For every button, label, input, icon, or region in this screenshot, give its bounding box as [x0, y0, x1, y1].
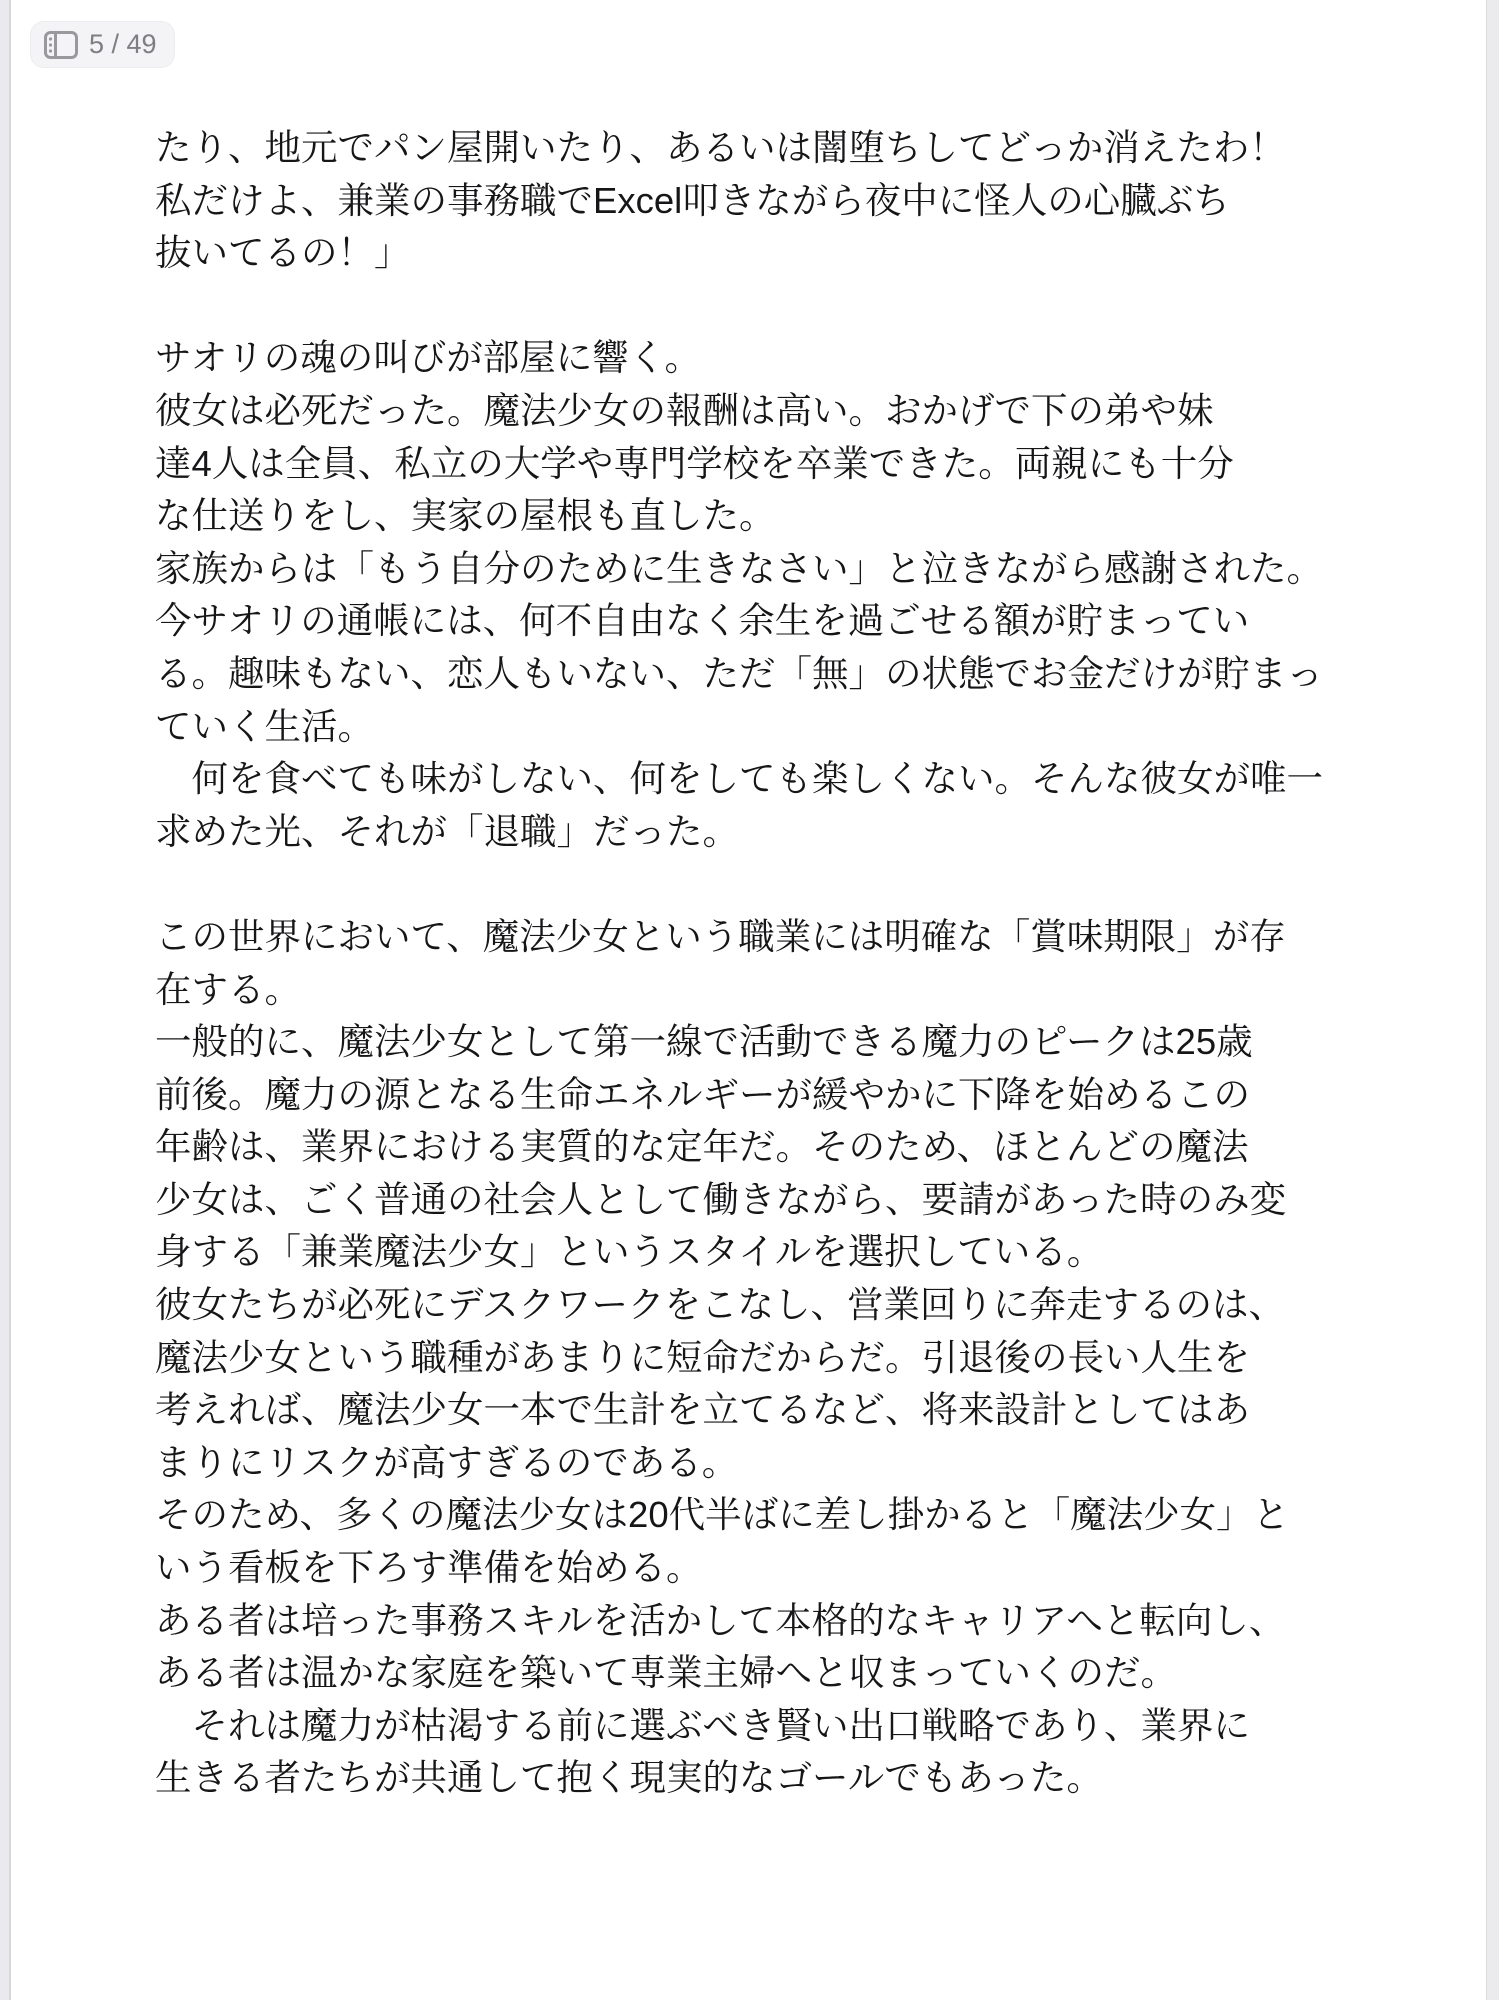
text-line: ある者は培った事務スキルを活かして本格的なキャリアへと転向し、	[155, 1599, 1286, 1641]
text-line: そのため、多くの魔法少女は20代半ばに差し掛かると「魔法少女」と	[155, 1494, 1290, 1536]
text-line: 今サオリの通帳には、何不自由なく余生を過ごせる額が貯まってい	[155, 600, 1250, 642]
page-layout-icon	[44, 31, 78, 59]
document-text	[155, 122, 1323, 1805]
text-line: 彼女たちが必死にデスクワークをこなし、営業回りに奔走するのは、	[155, 1284, 1286, 1326]
text-line: たり、地元でパン屋開いたり、あるいは闇堕ちしてどっか消えたわ！	[155, 127, 1286, 168]
text-line: な仕送りをし、実家の屋根も直した。	[155, 495, 776, 537]
text-line: ていく生活。	[155, 705, 374, 747]
page-right-edge	[1486, 0, 1499, 2000]
text-line: 身する「兼業魔法少女」というスタイルを選択している。	[155, 1231, 1104, 1273]
blank-line	[155, 280, 1323, 333]
text-line: 少女は、ごく普通の社会人として働きながら、要請があった時のみ変	[155, 1178, 1287, 1220]
text-line: 彼女は必死だった。魔法少女の報酬は高い。おかげで下の弟や妹	[155, 389, 1214, 431]
text-line: ある者は温かな家庭を築いて専業主婦へと収まっていくのだ。	[155, 1652, 1177, 1694]
text-line: いう看板を下ろす準備を始める。	[155, 1547, 703, 1589]
text-line: それは魔力が枯渇する前に選ぶべき賢い出口戦略であり、業界に	[155, 1704, 1250, 1746]
text-line: まりにリスクが高すぎるのである。	[155, 1441, 739, 1483]
text-line: 家族からは「もう自分のために生きなさい」と泣きながら感謝された。	[155, 547, 1323, 589]
text-line: 在する。	[155, 968, 301, 1010]
page-indicator-label: 5 / 49	[89, 29, 157, 59]
text-line: る。趣味もない、恋人もいない、ただ「無」の状態でお金だけが貯まっ	[155, 652, 1323, 694]
text-line: 達4人は全員、私立の大学や専門学校を卒業できた。両親にも十分	[155, 442, 1234, 484]
text-line: 考えれば、魔法少女一本で生計を立てるなど、将来設計としてはあ	[155, 1389, 1250, 1431]
text-line: 何を食べても味がしない、何をしても楽しくない。そんな彼女が唯一	[155, 758, 1323, 800]
blank-line	[155, 858, 1323, 911]
text-line: 前後。魔力の源となる生命エネルギーが緩やかに下降を始めるこの	[155, 1073, 1250, 1115]
text-line: 年齢は、業界における実質的な定年だ。そのため、ほとんどの魔法	[155, 1126, 1249, 1168]
text-line: 一般的に、魔法少女として第一線で活動できる魔力のピークは25歳	[155, 1021, 1253, 1063]
page-indicator-pill[interactable]	[30, 21, 175, 68]
text-line: この世界において、魔法少女という職業には明確な「賞味期限」が存	[155, 915, 1286, 957]
text-line: サオリの魂の叫びが部屋に響く。	[155, 337, 702, 379]
text-line: 私だけよ、兼業の事務職でExcel叩きながら夜中に怪人の心臓ぶち	[155, 179, 1230, 221]
text-line: 求めた光、それが「退職」だった。	[155, 810, 739, 852]
text-line: 魔法少女という職種があまりに短命だからだ。引退後の長い人生を	[155, 1336, 1250, 1378]
page-left-edge	[0, 0, 11, 2000]
text-line: 生きる者たちが共通して抱く現実的なゴールでもあった。	[155, 1757, 1103, 1799]
text-line: 抜いてるの！」	[155, 232, 411, 274]
